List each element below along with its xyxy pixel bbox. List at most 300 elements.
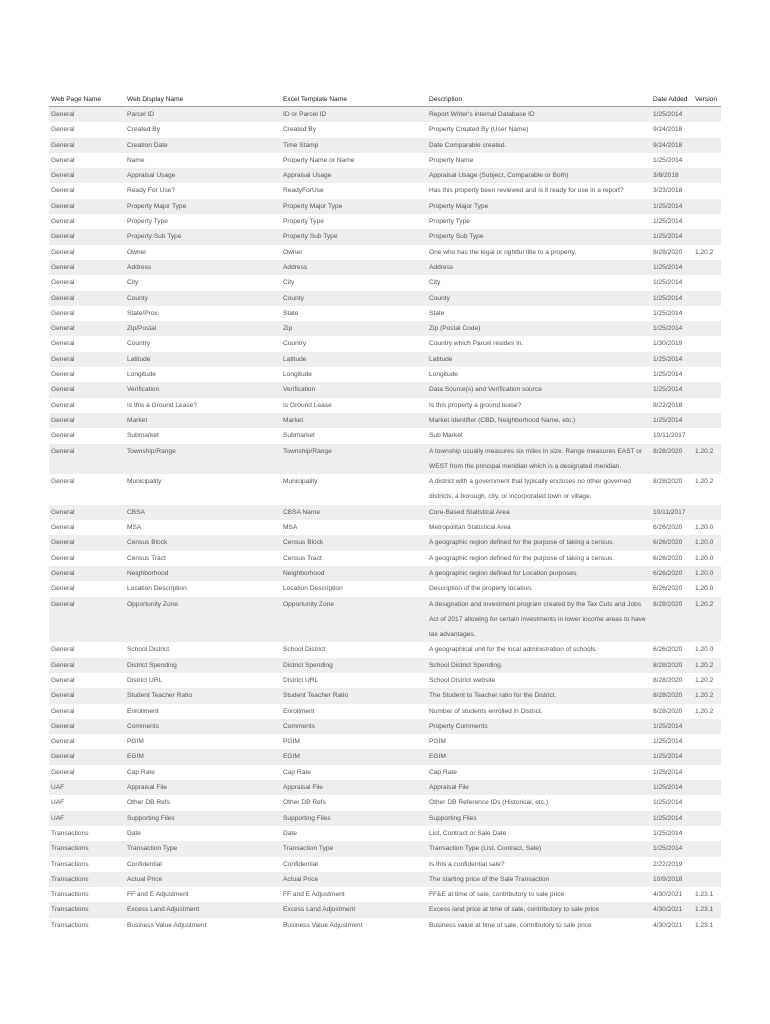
web-page-name-cell: General [49,704,125,719]
web-page-name-cell: General [49,336,125,351]
web-display-name-cell: FF and E Adjustment [125,887,281,902]
web-display-name-cell: Longitude [125,367,281,382]
version-cell: 1.20.2 [693,597,721,643]
web-page-name-cell: General [49,505,125,520]
web-display-name-cell: District Spending [125,658,281,673]
table-row [49,581,721,596]
excel-template-name-cell: Owner [281,245,427,260]
version-cell: 1.20.2 [693,444,721,475]
web-page-name-cell: General [49,673,125,688]
web-display-name-cell: Supporting Files [125,811,281,826]
description-cell: City [427,275,651,290]
table-row [49,138,721,153]
excel-template-name-cell: Verification [281,382,427,397]
table-row [49,199,721,214]
date-added-cell: 1/25/2014 [651,795,693,810]
table-row [49,520,721,535]
web-display-name-cell: Submarket [125,428,281,443]
date-added-cell: 1/25/2014 [651,229,693,244]
excel-template-name-cell: Cap Rate [281,765,427,780]
table-row [49,474,721,505]
description-cell: FF&E at time of sale, contributory to sale price [427,887,651,902]
web-page-name-cell: General [49,382,125,397]
date-added-cell: 1/25/2014 [651,734,693,749]
spreadsheet [49,93,721,933]
excel-template-name-cell: County [281,291,427,306]
date-added-cell: 8/28/2020 [651,688,693,703]
date-added-cell: 1/25/2014 [651,780,693,795]
col-header-web-display-name: Web Display Name [125,93,281,107]
web-display-name-cell: Market [125,413,281,428]
description-cell: Property Major Type [427,199,651,214]
date-added-cell: 4/30/2021 [651,918,693,933]
excel-template-name-cell: Actual Price [281,872,427,887]
version-cell [693,811,721,826]
version-cell [693,336,721,351]
web-page-name-cell: General [49,597,125,643]
version-cell [693,321,721,336]
description-cell: Property Sub Type [427,229,651,244]
description-cell: School District website [427,673,651,688]
web-display-name-cell: Zip/Postal [125,321,281,336]
description-cell: Address [427,260,651,275]
description-cell: County [427,291,651,306]
table-row [49,566,721,581]
table-row [49,306,721,321]
date-added-cell: 10/9/2018 [651,872,693,887]
web-display-name-cell: Appraisal Usage [125,168,281,183]
web-page-name-cell: General [49,551,125,566]
description-cell: Property Created By (User Name) [427,122,651,137]
web-page-name-cell: Transactions [49,857,125,872]
excel-template-name-cell: Address [281,260,427,275]
date-added-cell: 1/25/2014 [651,199,693,214]
web-display-name-cell: MSA [125,520,281,535]
date-added-cell: 1/25/2014 [651,153,693,168]
date-added-cell: 3/8/2018 [651,168,693,183]
web-display-name-cell: Actual Price [125,872,281,887]
web-display-name-cell: Creation Date [125,138,281,153]
date-added-cell: 1/25/2014 [651,107,693,123]
web-page-name-cell: Transactions [49,887,125,902]
web-page-name-cell: General [49,642,125,657]
description-cell: A township usually measures six miles in size. Range measures EAST or WEST from the principal meridian which is a designated meridian. [427,444,651,475]
excel-template-name-cell: ID or Parcel ID [281,107,427,123]
excel-template-name-cell: Comments [281,719,427,734]
excel-template-name-cell: Confidential [281,857,427,872]
web-page-name-cell: General [49,214,125,229]
description-cell: Longitude [427,367,651,382]
date-added-cell: 1/25/2014 [651,765,693,780]
date-added-cell: 1/25/2014 [651,260,693,275]
table-row [49,749,721,764]
web-display-name-cell: District URL [125,673,281,688]
web-page-name-cell: UAF [49,811,125,826]
field-table [49,93,721,933]
web-display-name-cell: Owner [125,245,281,260]
description-cell: Sub Market [427,428,651,443]
excel-template-name-cell: Is Ground Lease [281,398,427,413]
table-row [49,704,721,719]
version-cell [693,872,721,887]
version-cell: 1.23.1 [693,887,721,902]
web-page-name-cell: General [49,107,125,123]
web-page-name-cell: General [49,153,125,168]
excel-template-name-cell: Supporting Files [281,811,427,826]
excel-template-name-cell: Date [281,826,427,841]
web-display-name-cell: Latitude [125,352,281,367]
description-cell: Zip (Postal Code) [427,321,651,336]
version-cell: 1.20.0 [693,566,721,581]
version-cell [693,857,721,872]
web-page-name-cell: General [49,138,125,153]
description-cell: EGIM [427,749,651,764]
table-row [49,918,721,933]
web-page-name-cell: General [49,566,125,581]
excel-template-name-cell: District Spending [281,658,427,673]
table-row [49,336,721,351]
description-cell: Date Comparable created. [427,138,651,153]
web-page-name-cell: General [49,122,125,137]
version-cell [693,229,721,244]
web-page-name-cell: Transactions [49,841,125,856]
version-cell [693,841,721,856]
web-page-name-cell: General [49,535,125,550]
web-display-name-cell: Confidential [125,857,281,872]
excel-template-name-cell: School District [281,642,427,657]
web-page-name-cell: General [49,245,125,260]
version-cell: 1.20.0 [693,581,721,596]
web-display-name-cell: Business Value Adjustment [125,918,281,933]
table-row [49,673,721,688]
description-cell: The starting price of the Sale Transaction [427,872,651,887]
table-row [49,260,721,275]
description-cell: School District Spending. [427,658,651,673]
excel-template-name-cell: State [281,306,427,321]
web-page-name-cell: General [49,183,125,198]
web-page-name-cell: General [49,260,125,275]
excel-template-name-cell: EGIM [281,749,427,764]
web-page-name-cell: Transactions [49,826,125,841]
excel-template-name-cell: Neighborhood [281,566,427,581]
date-added-cell: 1/25/2014 [651,291,693,306]
excel-template-name-cell: Submarket [281,428,427,443]
excel-template-name-cell: Township/Range [281,444,427,475]
web-page-name-cell: General [49,520,125,535]
version-cell [693,749,721,764]
version-cell [693,795,721,810]
description-cell: Supporting Files [427,811,651,826]
version-cell [693,168,721,183]
header-row [49,93,721,107]
date-added-cell: 10/11/2017 [651,505,693,520]
date-added-cell: 1/25/2014 [651,826,693,841]
excel-template-name-cell: Other DB Refs [281,795,427,810]
description-cell: A designation and investment program created by the Tax Cuts and Jobs Act of 2017 allowing for certain investments in lower income areas to have tax advantages. [427,597,651,643]
table-row [49,535,721,550]
table-row [49,444,721,475]
excel-template-name-cell: Excess Land Adjustment [281,902,427,917]
date-added-cell: 3/23/2018 [651,183,693,198]
excel-template-name-cell: District URL [281,673,427,688]
description-cell: A geographic region defined for the purpose of taking a census. [427,551,651,566]
version-cell [693,199,721,214]
table-row [49,734,721,749]
table-row [49,887,721,902]
description-cell: Description of the property location. [427,581,651,596]
excel-template-name-cell: Property Type [281,214,427,229]
col-header-version: Version [693,93,721,107]
table-row [49,719,721,734]
table-row [49,505,721,520]
web-display-name-cell: Created By [125,122,281,137]
version-cell [693,122,721,137]
web-page-name-cell: General [49,428,125,443]
excel-template-name-cell: City [281,275,427,290]
version-cell: 1.20.0 [693,520,721,535]
col-header-date-added: Date Added [651,93,693,107]
description-cell: Other DB Reference IDs (Historical, etc.) [427,795,651,810]
description-cell: Latitude [427,352,651,367]
web-display-name-cell: Transaction Type [125,841,281,856]
version-cell [693,352,721,367]
web-page-name-cell: General [49,352,125,367]
version-cell [693,826,721,841]
date-added-cell: 1/25/2014 [651,306,693,321]
web-display-name-cell: CBSA [125,505,281,520]
table-row [49,382,721,397]
date-added-cell: 8/28/2020 [651,704,693,719]
table-row [49,245,721,260]
version-cell [693,413,721,428]
web-display-name-cell: Address [125,260,281,275]
version-cell [693,183,721,198]
web-page-name-cell: General [49,168,125,183]
version-cell [693,765,721,780]
description-cell: Property Type [427,214,651,229]
version-cell: 1.20.2 [693,245,721,260]
web-page-name-cell: Transactions [49,918,125,933]
excel-template-name-cell: Zip [281,321,427,336]
web-display-name-cell: State/Prov. [125,306,281,321]
table-row [49,413,721,428]
table-row [49,872,721,887]
web-display-name-cell: City [125,275,281,290]
version-cell [693,291,721,306]
date-added-cell: 9/24/2018 [651,138,693,153]
version-cell: 1.20.0 [693,642,721,657]
excel-template-name-cell: Student Teacher Ratio [281,688,427,703]
excel-template-name-cell: FF and E Adjustment [281,887,427,902]
date-added-cell: 4/30/2021 [651,887,693,902]
version-cell: 1.20.2 [693,474,721,505]
web-display-name-cell: Date [125,826,281,841]
date-added-cell: 1/25/2014 [651,382,693,397]
date-added-cell: 6/26/2020 [651,566,693,581]
web-display-name-cell: EGIM [125,749,281,764]
description-cell: Transaction Type (List, Contract, Sale) [427,841,651,856]
description-cell: Excess land price at time of sale, contributory to sale price [427,902,651,917]
description-cell: Business value at time of sale, contributory to sale price [427,918,651,933]
web-display-name-cell: Neighborhood [125,566,281,581]
web-display-name-cell: PGIM [125,734,281,749]
web-display-name-cell: School District [125,642,281,657]
table-row [49,229,721,244]
version-cell [693,214,721,229]
web-display-name-cell: Verification [125,382,281,397]
web-page-name-cell: General [49,321,125,336]
excel-template-name-cell: Latitude [281,352,427,367]
description-cell: Property Comments [427,719,651,734]
web-display-name-cell: Student Teacher Ratio [125,688,281,703]
version-cell [693,138,721,153]
table-row [49,183,721,198]
table-row [49,321,721,336]
table-row [49,857,721,872]
excel-template-name-cell: ReadyForUse [281,183,427,198]
web-page-name-cell: General [49,581,125,596]
col-header-web-page-name: Web Page Name [49,93,125,107]
web-page-name-cell: General [49,444,125,475]
description-cell: A district with a government that typically encloses no other governed districts; a borough, city, or incorporated town or village. [427,474,651,505]
date-added-cell: 8/28/2020 [651,245,693,260]
date-added-cell: 4/30/2021 [651,902,693,917]
table-row [49,214,721,229]
excel-template-name-cell: Business Value Adjustment [281,918,427,933]
web-page-name-cell: General [49,688,125,703]
excel-template-name-cell: Enrollment [281,704,427,719]
excel-template-name-cell: MSA [281,520,427,535]
excel-template-name-cell: PGIM [281,734,427,749]
web-display-name-cell: Comments [125,719,281,734]
web-display-name-cell: County [125,291,281,306]
date-added-cell: 1/25/2014 [651,841,693,856]
table-row [49,688,721,703]
web-display-name-cell: Parcel ID [125,107,281,123]
version-cell: 1.23.1 [693,918,721,933]
web-page-name-cell: General [49,765,125,780]
description-cell: PGIM [427,734,651,749]
date-added-cell: 2/22/2019 [651,857,693,872]
excel-template-name-cell: Appraisal Usage [281,168,427,183]
table-row [49,780,721,795]
table-row [49,428,721,443]
date-added-cell: 8/22/2018 [651,398,693,413]
description-cell: Is this a confidential sale? [427,857,651,872]
web-page-name-cell: Transactions [49,902,125,917]
table-row [49,841,721,856]
date-added-cell: 6/26/2020 [651,581,693,596]
table-row [49,642,721,657]
web-page-name-cell: General [49,291,125,306]
table-row [49,765,721,780]
excel-template-name-cell: Country [281,336,427,351]
version-cell [693,428,721,443]
web-display-name-cell: Township/Range [125,444,281,475]
web-page-name-cell: General [49,734,125,749]
web-page-name-cell: General [49,229,125,244]
description-cell: Report Writer's internal Database ID [427,107,651,123]
excel-template-name-cell: CBSA Name [281,505,427,520]
date-added-cell: 1/25/2014 [651,719,693,734]
description-cell: Data Source(s) and Verification source [427,382,651,397]
web-display-name-cell: Ready For Use? [125,183,281,198]
version-cell [693,306,721,321]
date-added-cell: 10/11/2017 [651,428,693,443]
description-cell: One who has the legal or rightful title to a property. [427,245,651,260]
date-added-cell: 1/25/2014 [651,811,693,826]
table-row [49,122,721,137]
web-display-name-cell: Excess Land Adjustment [125,902,281,917]
excel-template-name-cell: Property Name or Name [281,153,427,168]
description-cell: Core-Based Statistical Area [427,505,651,520]
web-page-name-cell: UAF [49,780,125,795]
version-cell: 1.20.2 [693,673,721,688]
version-cell [693,153,721,168]
table-row [49,597,721,643]
web-display-name-cell: Country [125,336,281,351]
description-cell: A geographical unit for the local administration of schools. [427,642,651,657]
description-cell: Metropolitan Statistical Area [427,520,651,535]
version-cell [693,780,721,795]
web-display-name-cell: Property Type [125,214,281,229]
description-cell: Is this property a ground lease? [427,398,651,413]
web-display-name-cell: Opportunity Zone [125,597,281,643]
excel-template-name-cell: Municipality [281,474,427,505]
table-row [49,291,721,306]
web-page-name-cell: General [49,749,125,764]
date-added-cell: 8/28/2020 [651,673,693,688]
web-page-name-cell: General [49,275,125,290]
description-cell: State [427,306,651,321]
version-cell [693,719,721,734]
version-cell: 1.23.1 [693,902,721,917]
description-cell: Property Name [427,153,651,168]
web-page-name-cell: General [49,658,125,673]
description-cell: Number of students enrolled in District. [427,704,651,719]
version-cell [693,107,721,123]
col-header-excel-template-name: Excel Template Name [281,93,427,107]
excel-template-name-cell: Market [281,413,427,428]
web-page-name-cell: General [49,398,125,413]
web-page-name-cell: General [49,199,125,214]
version-cell [693,260,721,275]
version-cell: 1.20.2 [693,704,721,719]
excel-template-name-cell: Location Description [281,581,427,596]
version-cell [693,382,721,397]
date-added-cell: 8/28/2020 [651,444,693,475]
description-cell: Country which Parcel resides in. [427,336,651,351]
date-added-cell: 1/25/2014 [651,321,693,336]
excel-template-name-cell: Appraisal File [281,780,427,795]
web-display-name-cell: Location Description [125,581,281,596]
version-cell [693,734,721,749]
web-page-name-cell: General [49,413,125,428]
table-row [49,826,721,841]
web-display-name-cell: Is this a Ground Lease? [125,398,281,413]
version-cell: 1.20.0 [693,535,721,550]
version-cell [693,505,721,520]
web-display-name-cell: Name [125,153,281,168]
excel-template-name-cell: Census Tract [281,551,427,566]
table-row [49,795,721,810]
description-cell: Appraisal File [427,780,651,795]
table-row [49,811,721,826]
excel-template-name-cell: Created By [281,122,427,137]
date-added-cell: 1/25/2014 [651,413,693,428]
description-cell: Appraisal Usage (Subject, Comparable or Both) [427,168,651,183]
table-row [49,902,721,917]
